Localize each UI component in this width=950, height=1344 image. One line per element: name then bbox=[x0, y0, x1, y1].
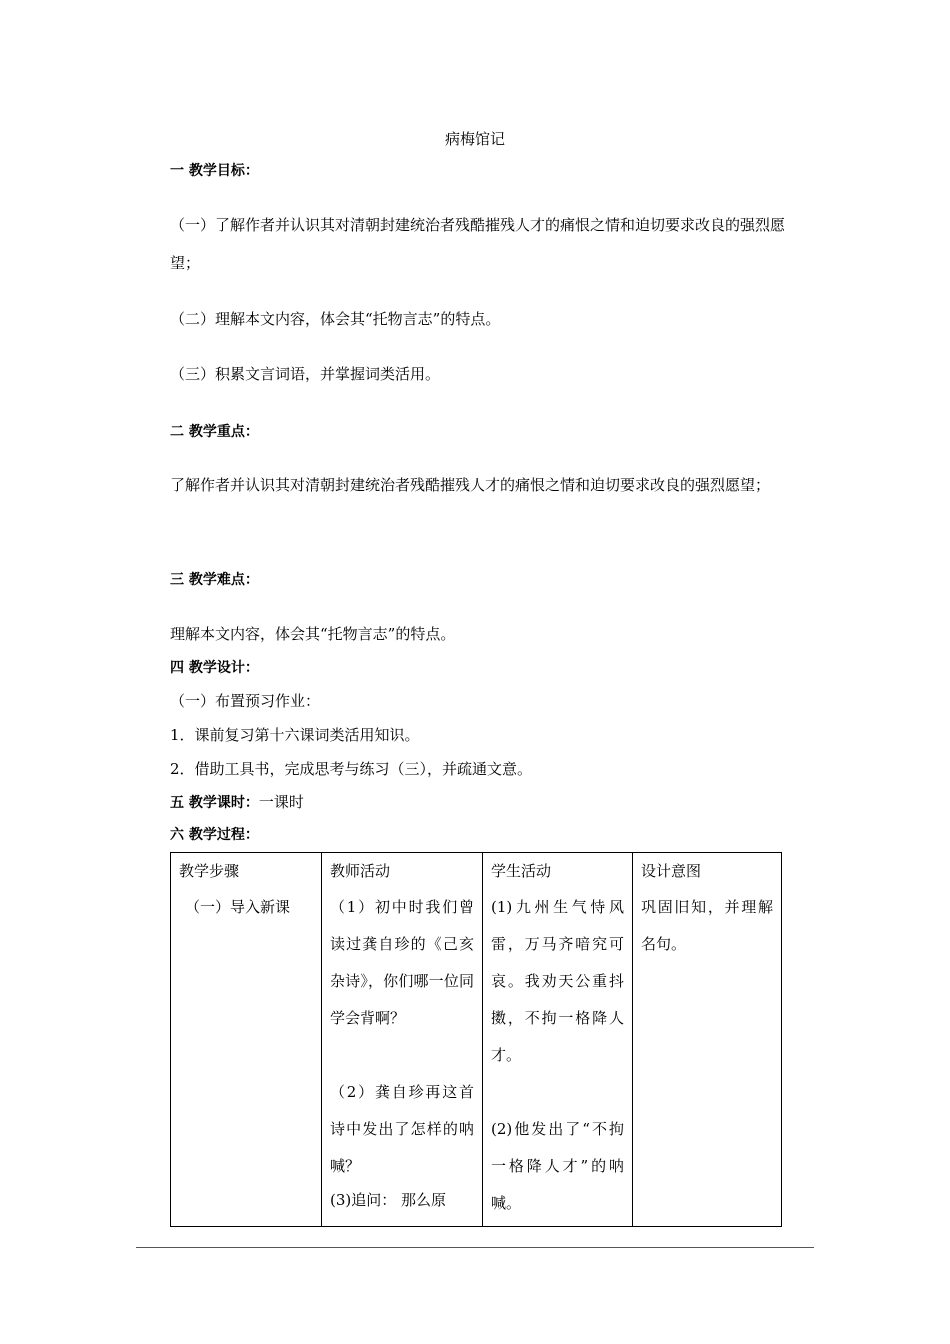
column-header-student: 学生活动 bbox=[491, 862, 552, 880]
objective-item-2: （二）理解本文内容，体会其“托物言志”的特点。 bbox=[170, 310, 501, 328]
column-header-teacher: 教师活动 bbox=[330, 862, 391, 880]
design-intent-cell bbox=[633, 853, 782, 1227]
step-text: （一）导入新课 bbox=[185, 898, 291, 916]
section-heading-process: 六 教学过程： bbox=[170, 827, 259, 843]
column-header-intent: 设计意图 bbox=[641, 862, 702, 880]
teaching-process-table bbox=[170, 852, 782, 1227]
section-heading-class-hours: 五 教学课时： bbox=[170, 795, 259, 811]
class-hours-value: 一课时 bbox=[258, 793, 304, 811]
difficulties-text: 理解本文内容，体会其“托物言志”的特点。 bbox=[170, 625, 456, 643]
design-item-1: 1．课前复习第十六课词类活用知识。 bbox=[170, 726, 420, 744]
objective-item-1: （一）了解作者并认识其对清朝封建统治者残酷摧残人才的痛恨之情和迫切要求改良的强烈愿望； bbox=[170, 216, 786, 272]
key-points-text: 了解作者并认识其对清朝封建统治者残酷摧残人才的痛恨之情和迫切要求改良的强烈愿望； bbox=[170, 476, 771, 494]
section-heading-design: 四 教学设计： bbox=[170, 660, 259, 676]
student-activity-cell bbox=[483, 853, 633, 1227]
teacher-activity-1: （1）初中时我们曾读过龚自珍的《己亥杂诗》，你们哪一位同学会背啊？ bbox=[330, 898, 474, 1027]
section-heading-difficulties: 三 教学难点： bbox=[170, 572, 259, 588]
student-activity-1: (1)九州生气恃风雷，万马齐喑究可哀。我劝天公重抖擞，不拘一格降人才。 bbox=[491, 898, 624, 1064]
page-title: 病梅馆记 bbox=[444, 130, 505, 148]
section-heading-key-points: 二 教学重点： bbox=[170, 424, 259, 440]
table-row bbox=[171, 853, 782, 1227]
teacher-activity-cell bbox=[322, 853, 483, 1227]
design-intent-text: 巩固旧知，并理解名句。 bbox=[641, 898, 773, 953]
design-item-2: 2．借助工具书，完成思考与练习（三），并疏通文意。 bbox=[170, 760, 533, 778]
student-activity-2: (2)他发出了“不拘一格降人才”的呐喊。 bbox=[491, 1120, 624, 1212]
teacher-activity-3: (3)追问： 那么原 bbox=[330, 1191, 447, 1209]
section-heading-objectives: 一 教学目标： bbox=[170, 163, 259, 179]
teacher-activity-2: （2）龚自珍再这首诗中发出了怎样的呐喊？ bbox=[330, 1083, 474, 1175]
objective-item-3: （三）积累文言词语，并掌握词类活用。 bbox=[170, 365, 441, 383]
section-class-hours bbox=[170, 791, 304, 812]
column-header-step: 教学步骤 bbox=[179, 862, 240, 880]
footer-divider bbox=[136, 1247, 814, 1248]
design-subheading: （一）布置预习作业： bbox=[170, 692, 321, 710]
step-cell bbox=[171, 853, 322, 1227]
